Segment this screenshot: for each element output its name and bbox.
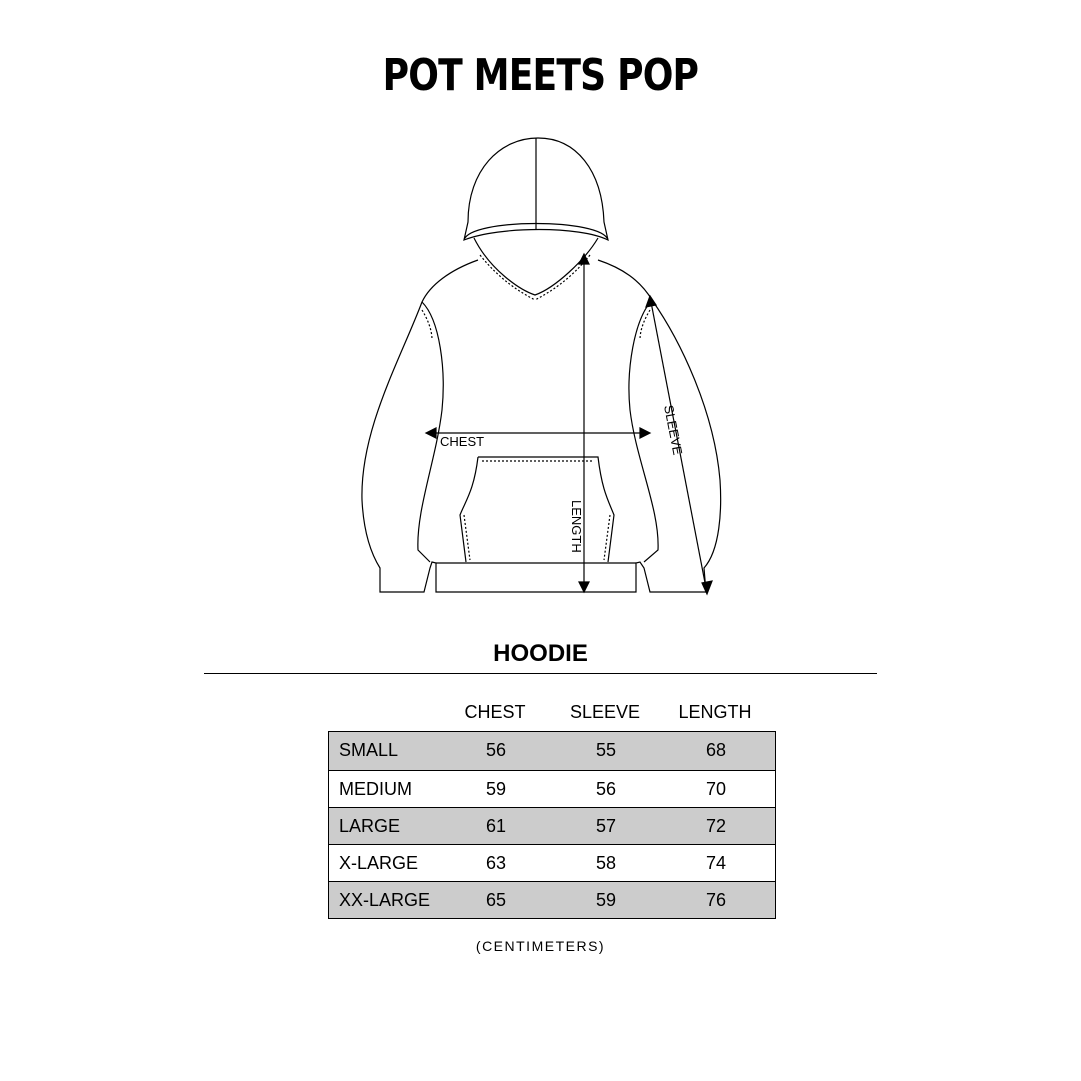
chest-value: 65 [485,890,507,910]
column-header-length: LENGTH [678,702,752,722]
length-value: 76 [705,890,727,910]
table-row [329,844,775,881]
table-row [329,770,775,807]
sleeve-value: 59 [595,890,617,910]
length-value: 68 [705,740,727,760]
column-header-sleeve: SLEEVE [569,702,641,722]
size-name: SMALL [339,740,399,760]
size-name: X-LARGE [339,853,419,873]
length-value: 70 [705,779,727,799]
table-row [329,732,775,770]
length-value: 72 [705,816,727,836]
pocket-outline [460,457,614,562]
size-name: XX-LARGE [339,890,431,910]
hoodie-diagram [340,130,740,610]
chest-value: 61 [485,816,507,836]
size-table [328,731,776,919]
chest-value: 63 [485,853,507,873]
column-header-chest: CHEST [464,702,526,722]
table-row [329,807,775,844]
sleeve-value: 55 [595,740,617,760]
section-title: HOODIE [493,640,588,667]
table-row [329,881,775,918]
sleeve-value: 58 [595,853,617,873]
brand-logo: POT MEETS POP [382,50,699,101]
chest-label: CHEST [440,434,485,449]
divider [204,673,877,674]
sleeve-label: SLEEVE [661,403,686,457]
size-name: LARGE [339,816,401,836]
length-label: LENGTH [569,500,584,553]
sleeve-value: 57 [595,816,617,836]
chest-value: 56 [485,740,507,760]
chest-value: 59 [485,779,507,799]
units-note: (CENTIMETERS) [475,938,606,954]
length-value: 74 [705,853,727,873]
size-name: MEDIUM [339,779,412,799]
sleeve-value: 56 [595,779,617,799]
